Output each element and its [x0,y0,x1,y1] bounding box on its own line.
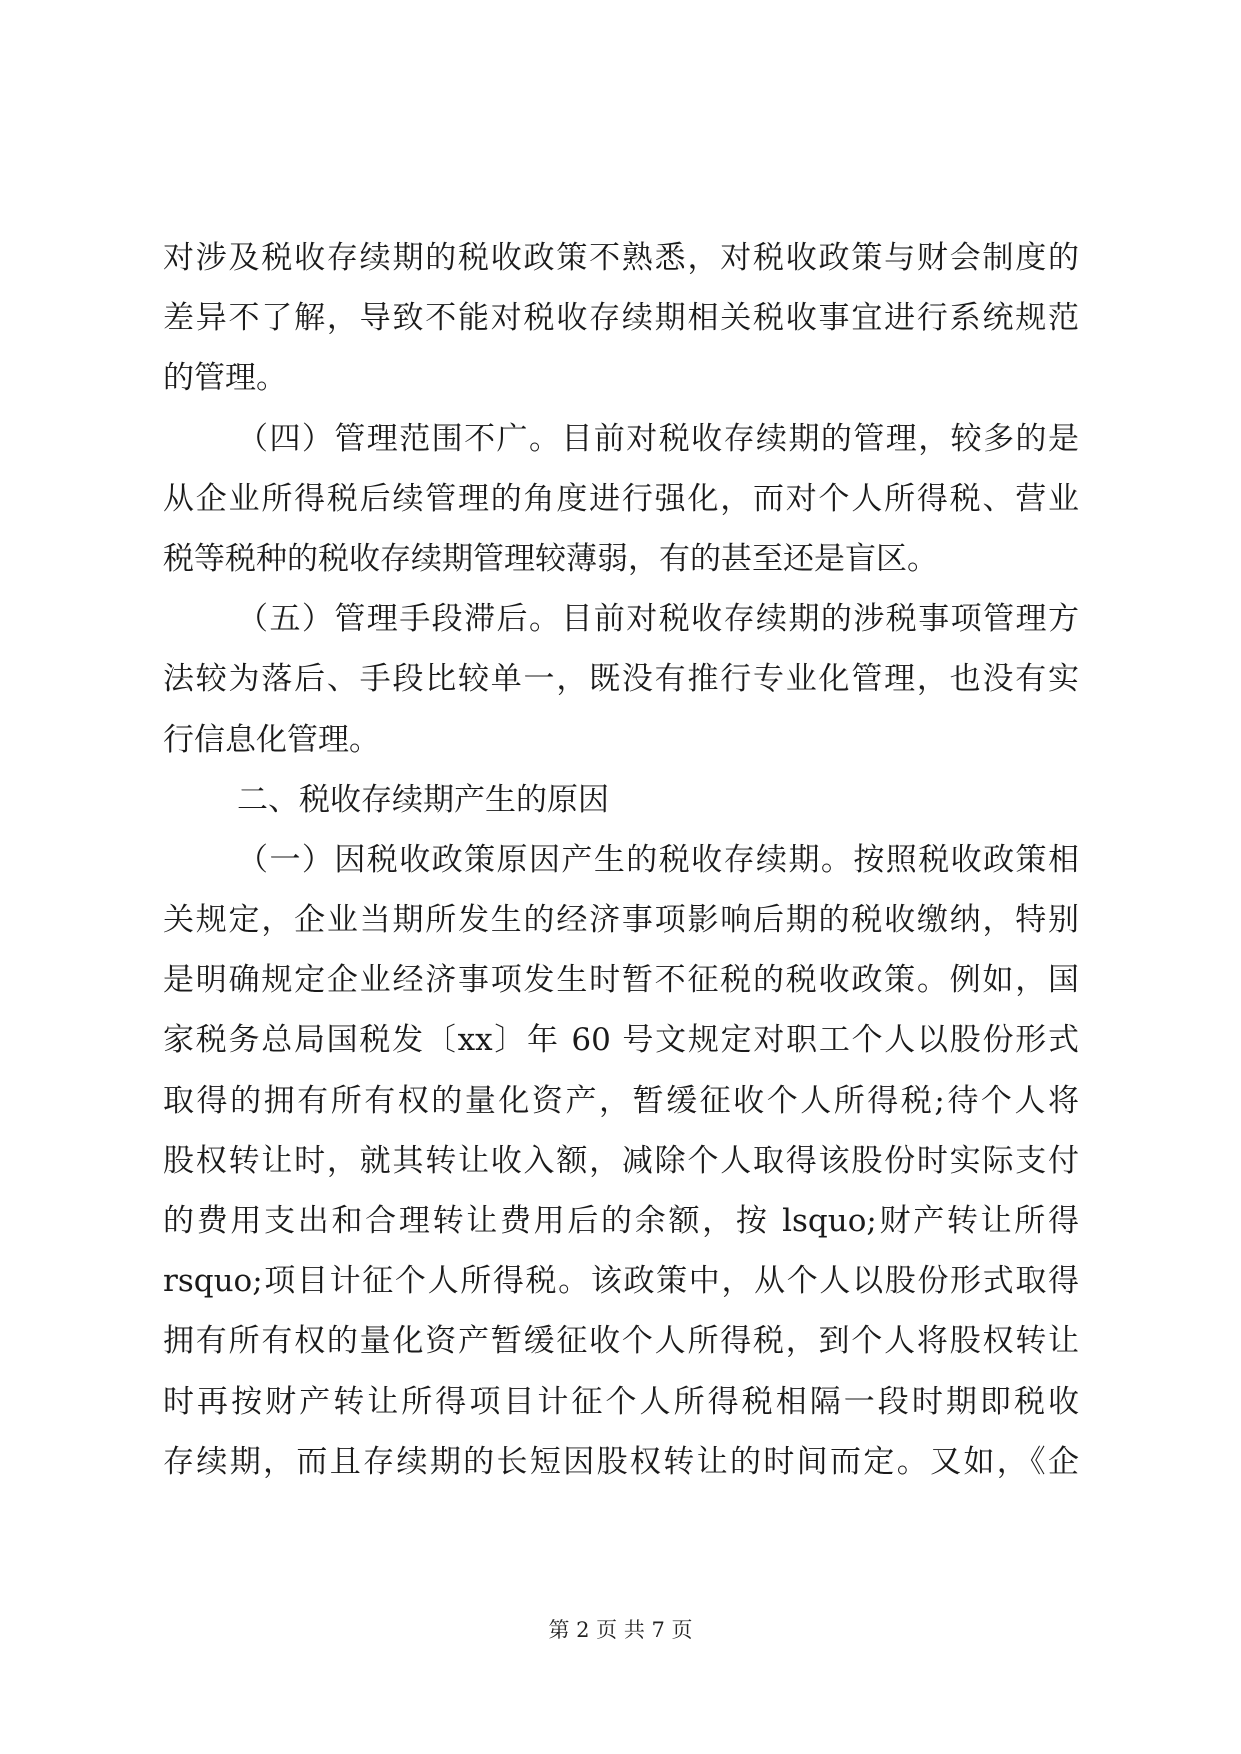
text-line: 的费用支出和合理转让费用后的余额，按 lsquo;财产转让所得 [163,1203,1079,1239]
text-line: 法较为落后、手段比较单一，既没有推行专业化管理，也没有实 [163,661,1079,698]
text-line: 差异不了解，导致不能对税收存续期相关税收事宜进行系统规范 [163,300,1079,337]
text-line: 时再按财产转让所得项目计征个人所得税相隔一段时期即税收 [163,1383,1079,1420]
text-line: （四）管理范围不广。目前对税收存续期的管理，较多的是 [237,420,1079,457]
text-line: 从企业所得税后续管理的角度进行强化，而对个人所得税、营业 [163,480,1079,517]
text-line: 行信息化管理。 [163,721,380,758]
text-line: （一）因税收政策原因产生的税收存续期。按照税收政策相 [237,841,1079,878]
text-line: 对涉及税收存续期的税收政策不熟悉，对税收政策与财会制度的 [163,240,1079,276]
page-footer [0,1617,1241,1643]
text-line: 家税务总局国税发〔xx〕年 60 号文规定对职工个人以股份形式 [163,1022,1079,1059]
text-line: 股权转让时，就其转让收入额，减除个人取得该股份时实际支付 [163,1142,1079,1179]
text-line: rsquo;项目计征个人所得税。该政策中，从个人以股份形式取得 [163,1263,1079,1300]
document-body [163,228,1079,1492]
text-line: 关规定，企业当期所发生的经济事项影响后期的税收缴纳，特别 [163,902,1079,939]
text-line: （五）管理手段滞后。目前对税收存续期的涉税事项管理方 [237,601,1079,638]
text-line: 取得的拥有所有权的量化资产，暂缓征收个人所得税;待个人将 [163,1082,1079,1119]
text-line: 二、税收存续期产生的原因 [237,781,609,818]
text-line: 拥有所有权的量化资产暂缓征收个人所得税，到个人将股权转让 [163,1323,1079,1360]
page-number-label: 第 2 页 共 7 页 [548,1618,693,1642]
text-line: 存续期，而且存续期的长短因股权转让的时间而定。又如，《企 [163,1443,1079,1480]
text-line: 的管理。 [163,360,287,397]
text-line: 税等税种的税收存续期管理较薄弱，有的甚至还是盲区。 [163,540,938,577]
text-line: 是明确规定企业经济事项发生时暂不征税的税收政策。例如，国 [163,962,1079,999]
